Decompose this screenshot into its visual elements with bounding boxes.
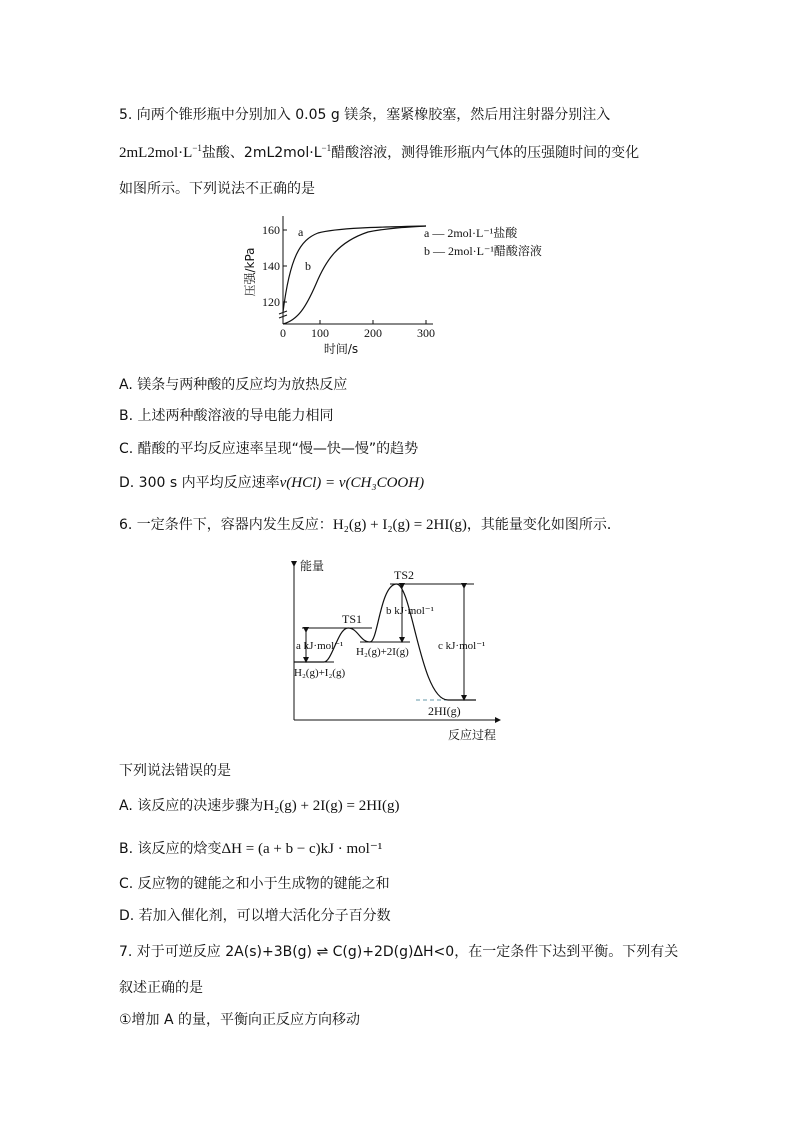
q6-option-b — [119, 838, 382, 858]
q6-xlabel: 反应过程 — [448, 728, 497, 742]
q6-stem-suffix: ，其能量变化如图所示． — [466, 517, 621, 533]
q5-stem-line3: 如图所示。下列说法不正确的是 — [119, 181, 315, 197]
q5-ytick-label-140: 140 — [262, 259, 280, 273]
q5-legend-b: b — 2mol·L⁻¹醋酸溶液 — [424, 244, 542, 258]
q5-legend-a: a — 2mol·L⁻¹盐酸 — [424, 226, 518, 240]
q6-option-a-formula: H₂(g) + 2I(g) = 2HI(g) — [263, 798, 400, 814]
q5-ytick-label-160: 160 — [262, 223, 280, 237]
q5-curve-b — [283, 226, 426, 324]
q5-xtick-label-100: 100 — [311, 326, 329, 340]
q6-option-d: D. 若加入催化剂，可以增大活化分子百分数 — [119, 908, 391, 924]
q5-curve-a-label: a — [298, 225, 304, 239]
q6-stem — [119, 514, 621, 534]
q6-question: 下列说法错误的是 — [119, 763, 231, 779]
q5-ytick-label-120: 120 — [262, 295, 280, 309]
q5-xtick-label-300: 300 — [417, 326, 435, 340]
q5-sup2: −1 — [321, 143, 332, 153]
q5-curve-b-label: b — [305, 259, 311, 273]
q7-stem-line2: 叙述正确的是 — [119, 980, 203, 996]
q6-label-a: a kJ·mol⁻¹ — [296, 640, 344, 652]
q5-hcl-conc: 2mL2mol·L — [119, 145, 193, 161]
q5-xtick-label-200: 200 — [364, 326, 382, 340]
q5-option-d-formula: v(HCl) = v(CH₃COOH) — [279, 475, 425, 491]
q6-option-b-prefix: B. 该反应的焓变 — [119, 841, 222, 857]
q7-stem-line1: 7. 对于可逆反应 2A(s)+3B(g) ⇌ C(g)+2D(g)ΔH<0，在一定条件下达到平衡。下列有关 — [119, 944, 679, 960]
q5-line2-mid: 盐酸、2mL2mol·L — [201, 145, 322, 161]
q5-xtick-label-0: 0 — [280, 326, 286, 340]
q6-option-a-prefix: A. 该反应的决速步骤为 — [119, 798, 264, 814]
q5-stem-line1: 5. 向两个锥形瓶中分别加入 0.05 g 镁条，塞紧橡胶塞，然后用注射器分别注入 — [119, 107, 611, 123]
q5-line2-end: 醋酸溶液，测得锥形瓶内气体的压强随时间的变化 — [331, 145, 640, 161]
q5-xlabel: 时间/s — [323, 342, 359, 356]
q7-statement-1: ①增加 A 的量，平衡向正反应方向移动 — [119, 1012, 361, 1028]
q5-option-b: B. 上述两种酸溶液的导电能力相同 — [119, 408, 334, 424]
q6-option-b-formula: ΔH = (a + b − c)kJ · mol⁻¹ — [221, 841, 383, 857]
q6-reactants-label: H₂(g)+I₂(g) — [294, 667, 346, 679]
q6-intermediate-label: H₂(g)+2I(g) — [356, 646, 409, 658]
q5-stem-line2 — [119, 142, 639, 162]
q5-option-d — [119, 472, 424, 492]
q6-label-c: c kJ·mol⁻¹ — [438, 640, 486, 652]
q6-ts1-label: TS1 — [342, 612, 363, 626]
q6-ts2-label: TS2 — [394, 568, 415, 582]
q6-label-b: b kJ·mol⁻¹ — [386, 605, 434, 617]
q6-stem-prefix: 6. 一定条件下，容器内发生反应： — [119, 517, 333, 533]
q5-sup1: −1 — [192, 143, 202, 153]
q5-option-c: C. 醋酸的平均反应速率呈现“慢—快—慢”的趋势 — [119, 441, 419, 457]
q6-ylabel: 能量 — [300, 559, 325, 573]
q6-option-c: C. 反应物的键能之和小于生成物的键能之和 — [119, 876, 390, 892]
q6-option-a — [119, 795, 400, 815]
q6-product-label: 2HI(g) — [428, 704, 461, 718]
q6-stem-formula: H₂(g) + I₂(g) = 2HI(g) — [332, 517, 467, 533]
q6-energy-diagram — [286, 552, 511, 747]
q5-option-a: A. 镁条与两种酸的反应均为放热反应 — [119, 377, 348, 393]
q5-pressure-chart — [238, 212, 568, 360]
q5-option-d-prefix: D. 300 s 内平均反应速率 — [119, 475, 280, 491]
q5-ylabel: 压强/kPa — [243, 247, 257, 297]
